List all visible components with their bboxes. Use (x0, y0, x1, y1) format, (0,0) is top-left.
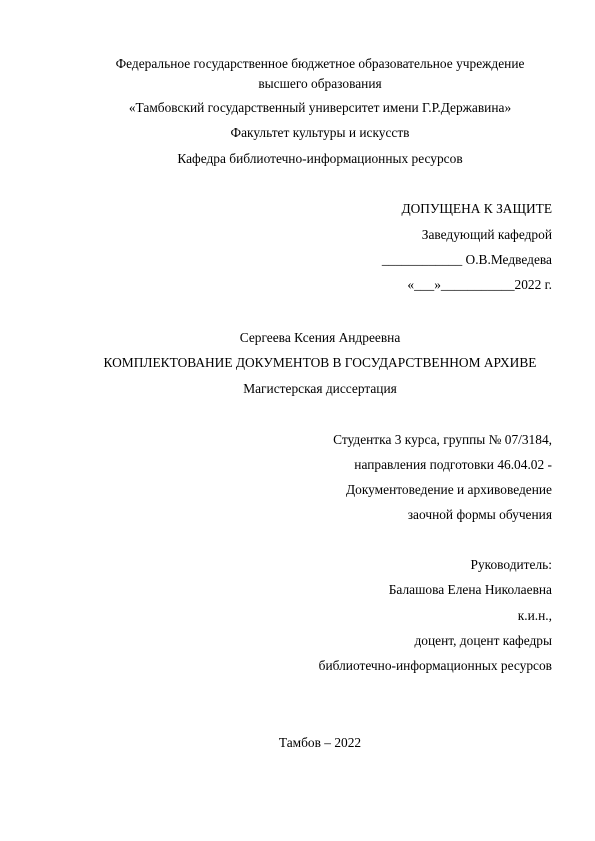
faculty-name: Факультет культуры и искусств (230, 125, 410, 140)
student-line-2: направления подготовки 46.04.02 - (354, 457, 552, 472)
author-name: Сергеева Ксения Андреевна (239, 330, 401, 345)
institution-line-1: Федеральное государственное бюджетное образовательное учреждение (115, 56, 525, 71)
supervisor-position: доцент, доцент кафедры (414, 633, 552, 648)
approval-date: «___»___________2022 г. (407, 277, 552, 292)
student-line-3: Документоведение и архивоведение (346, 482, 552, 497)
city-year: Тамбов – 2022 (278, 735, 362, 750)
supervisor-name: Балашова Елена Николаевна (388, 582, 552, 597)
student-line-1: Студентка 3 курса, группы № 07/3184, (333, 432, 552, 447)
department-name: Кафедра библиотечно-информационных ресурсов (177, 151, 463, 166)
approval-position: Заведующий кафедрой (421, 227, 552, 242)
university-name: «Тамбовский государственный университет имени Г.Р.Державина» (128, 100, 512, 115)
institution-line-2: высшего образования (258, 76, 382, 91)
approval-signature: ____________ О.В.Медведева (381, 252, 552, 267)
student-line-4: заочной формы обучения (407, 507, 552, 522)
supervisor-department: библиотечно-информационных ресурсов (318, 658, 552, 673)
work-title: КОМПЛЕКТОВАНИЕ ДОКУМЕНТОВ В ГОСУДАРСТВЕННОМ АРХИВЕ (103, 355, 537, 370)
work-type: Магистерская диссертация (243, 381, 397, 396)
supervisor-label: Руководитель: (470, 557, 552, 572)
approval-title: ДОПУЩЕНА К ЗАЩИТЕ (401, 201, 552, 216)
supervisor-degree: к.и.н., (517, 608, 552, 623)
